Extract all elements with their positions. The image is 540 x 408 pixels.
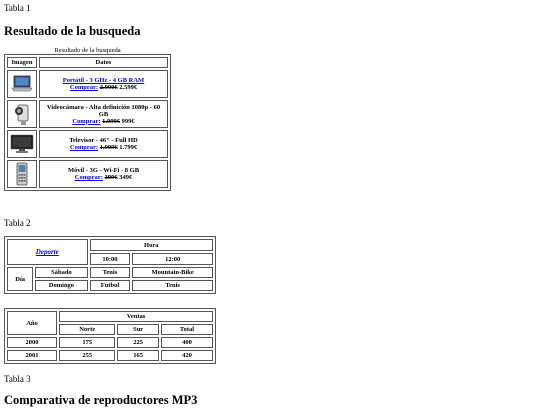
product-data-cell [39,160,168,188]
ventas-table [4,308,216,364]
day-cell: Sábado [35,267,87,278]
tabla3-label: Tabla 3 [4,374,31,384]
price: 999€ [121,117,135,125]
table-row [7,337,213,348]
year-header: Año [7,311,57,335]
product-image-cell [7,100,37,128]
header-imagen: Imagen [7,57,37,68]
product-image-cell [7,130,37,158]
price: 2.599€ [119,84,138,91]
buy-link[interactable]: Comprar: [69,144,99,151]
value-cell: 175 [59,337,115,348]
day-cell: Domingo [35,280,87,291]
product-name: Móvil - 3G - Wi-Fi - 8 GB [67,167,140,174]
old-price: 1.099€ [102,117,121,125]
deporte-link[interactable]: Deporte [35,248,59,256]
total-header: Total [161,324,213,335]
value-cell: 255 [59,350,115,361]
laptop-icon [11,75,33,93]
product-data-cell [39,130,168,158]
price: 1.799€ [119,144,138,151]
time-header: 10:00 [90,253,131,265]
value-cell: 400 [161,337,213,348]
product-row [7,100,168,128]
product-name: Televisor - 46" - Full HD [69,137,138,144]
product-image-cell [7,160,37,188]
tv-icon [10,134,34,154]
region-header: Sur [117,324,159,335]
price: 349€ [119,174,133,181]
tabla2-label: Tabla 2 [4,218,31,228]
product-image-cell [7,70,37,98]
value-cell: 165 [117,350,159,361]
tabla1-label: Tabla 1 [4,3,31,13]
year-cell: 2000 [7,337,57,348]
buy-link[interactable]: Comprar: [72,117,101,125]
tabla1-heading: Resultado de la busqueda [4,24,141,38]
product-row [7,130,168,158]
hora-header: Hora [90,239,213,251]
product-row [7,70,168,98]
value-cell: 225 [117,337,159,348]
value-cell: 420 [161,350,213,361]
header-datos: Datos [39,57,168,68]
time-header: 12:00 [132,253,213,265]
product-name-link[interactable]: Portátil - 3 GHz - 4 GB RAM [62,77,145,84]
old-price: 2.990€ [99,84,118,91]
ventas-header: Ventas [59,311,213,322]
buy-link[interactable]: Comprar: [74,174,103,181]
old-price: 399€ [104,174,118,181]
region-header: Norte [59,324,115,335]
dia-header: Día [7,267,33,291]
deporte-table [4,236,216,294]
activity-cell: Tenis [132,280,213,291]
camcorder-icon [12,102,32,126]
product-data-cell [39,100,168,128]
product-data-cell [39,70,168,98]
activity-cell: Futbol [90,280,131,291]
search-results-caption: Resultado de la busqueda [54,47,121,54]
table-row [7,350,213,361]
search-results-table [4,47,171,191]
product-row [7,160,168,188]
activity-cell: Tenis [90,267,131,278]
product-name: Videocámara - Alta definición 1080p - 60 GB [46,103,161,118]
deporte-corner-cell [7,239,88,265]
year-cell: 2001 [7,350,57,361]
tabla3-heading: Comparativa de reproductores MP3 [4,393,198,407]
buy-link[interactable]: Comprar: [69,84,99,91]
old-price: 1.999€ [99,144,118,151]
activity-cell: Mountain-Bike [132,267,213,278]
mobile-phone-icon [15,162,29,186]
